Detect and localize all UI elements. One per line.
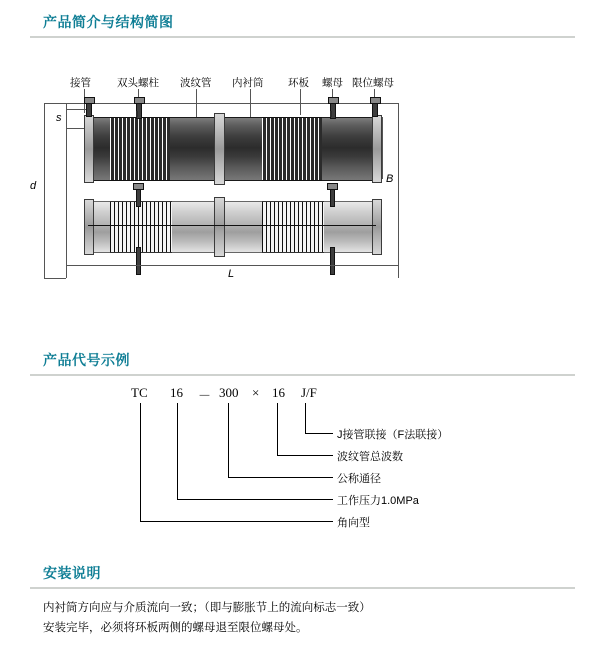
code-desc-pressure: 工作压力1.0MPa xyxy=(337,495,419,507)
callout-leader-5 xyxy=(300,89,301,115)
code-leader-h-diameter xyxy=(228,477,333,478)
install-note-line-2: 安装完毕，必须将环板两侧的螺母退至限位螺母处。 xyxy=(43,622,308,634)
code-leader-h-connection xyxy=(305,433,333,434)
dim-L-line xyxy=(66,265,398,266)
callout-label-neichentong: 内衬筒 xyxy=(232,77,264,89)
code-leader-v-waves xyxy=(277,403,278,455)
dim-top-frame xyxy=(66,103,398,104)
code-part-pressure: 16 xyxy=(170,385,183,400)
callout-label-shuangtouluozhu: 双头螺柱 xyxy=(117,77,159,89)
center-line-section xyxy=(88,225,376,226)
nut-right-section xyxy=(327,183,338,190)
dim-d-line xyxy=(44,103,45,278)
stud-left-section-lower xyxy=(136,247,141,275)
tie-rod-left xyxy=(136,111,138,117)
dim-extension-left xyxy=(66,103,67,278)
code-part-dash: － xyxy=(198,388,212,403)
end-flange-left xyxy=(84,115,94,183)
ring-plate-assembled xyxy=(214,113,225,185)
code-part-type: TC xyxy=(131,385,148,400)
nut-right-top xyxy=(370,97,381,104)
code-leader-h-type xyxy=(140,521,333,522)
dim-d-tick-bottom xyxy=(44,278,66,279)
bellows-left-assembled xyxy=(110,117,170,181)
section-title-intro: 产品简介与结构简图 xyxy=(43,14,174,30)
bellows-right-assembled xyxy=(262,117,322,181)
section-title-code: 产品代号示例 xyxy=(43,352,130,368)
end-flange-right-section xyxy=(372,199,382,255)
code-leader-v-diameter xyxy=(228,403,229,477)
code-leader-v-connection xyxy=(305,403,306,433)
dim-d-tick-top xyxy=(44,103,66,104)
nut-left-section xyxy=(133,183,144,190)
callout-label-huanban: 环板 xyxy=(288,77,309,89)
code-desc-waves: 波纹管总波数 xyxy=(337,451,403,463)
section-divider-install xyxy=(30,587,575,589)
stud-left-section xyxy=(136,187,141,207)
ring-plate-section xyxy=(214,197,225,257)
stud-right-section xyxy=(330,187,335,207)
tie-rod-right xyxy=(330,111,332,117)
end-flange-left-section xyxy=(84,199,94,255)
code-leader-v-type xyxy=(140,403,141,521)
code-leader-v-pressure xyxy=(177,403,178,499)
structure-diagram xyxy=(0,55,600,305)
callout-label-jieguan: 接管 xyxy=(70,77,91,89)
section-title-install: 安装说明 xyxy=(43,565,101,581)
callout-label-xianweiluomu: 限位螺母 xyxy=(352,77,394,89)
nut-left-top xyxy=(84,97,95,104)
dim-extension-right xyxy=(398,103,399,278)
dim-label-d: d xyxy=(30,180,37,192)
code-part-connection: J/F xyxy=(301,385,317,400)
code-part-times: × xyxy=(252,385,260,400)
callout-label-luomu: 螺母 xyxy=(322,77,343,89)
code-leader-h-pressure xyxy=(177,499,333,500)
dim-s-tick-top xyxy=(66,109,88,110)
stud-right-section-lower xyxy=(330,247,335,275)
code-part-waves: 16 xyxy=(272,385,285,400)
dim-label-s: s xyxy=(56,112,62,124)
dim-label-L: L xyxy=(228,268,235,280)
code-desc-diameter: 公称通径 xyxy=(337,473,381,485)
bellows-right-section xyxy=(262,201,324,253)
callout-label-bowenguan: 波纹管 xyxy=(180,77,212,89)
nut-mid-right-top xyxy=(328,97,339,104)
code-leader-h-waves xyxy=(277,455,333,456)
end-flange-right xyxy=(372,115,382,183)
product-code-diagram xyxy=(0,375,600,540)
install-notes xyxy=(43,598,563,638)
dim-B-line xyxy=(382,117,383,179)
nut-mid-left-top xyxy=(134,97,145,104)
section-divider-intro xyxy=(30,36,575,38)
code-desc-type: 角向型 xyxy=(337,517,370,529)
install-note-line-1: 内衬筒方向应与介质流向一致；（即与膨胀节上的流向标志一致） xyxy=(43,602,371,614)
code-desc-connection: J接管联接（F法联接） xyxy=(337,429,449,441)
callout-leader-3 xyxy=(196,89,197,119)
code-part-diameter: 300 xyxy=(219,385,239,400)
dim-label-B: B xyxy=(386,173,394,185)
bellows-left-section xyxy=(110,201,172,253)
